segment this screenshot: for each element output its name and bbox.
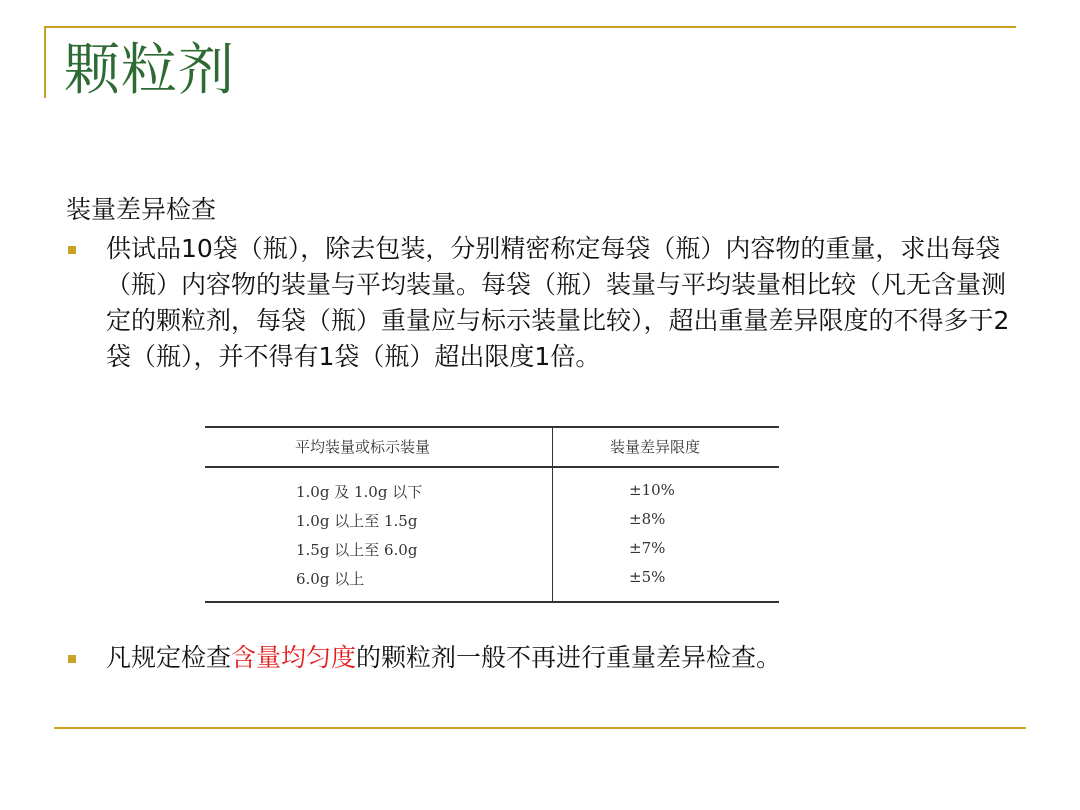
- table-cell-weight: 1.0g 以上至 1.5g: [296, 512, 418, 530]
- top-rule: [44, 26, 1016, 28]
- bullet-text-1: 供试品10袋（瓶），除去包装，分别精密称定每袋（瓶）内容物的重量，求出每袋（瓶）内容物的装量与平均装量。每袋（瓶）装量与平均装量相比较（凡无含量测定的颗粒剂，每袋（瓶）重量应与标示装量比较），超出重量差异限度的不得多于2袋（瓶），并不得有1袋（瓶）超出限度1倍。: [106, 234, 1010, 371]
- table-cell-limit: ±8%: [629, 510, 666, 528]
- table-cell-weight: 6.0g 以上: [296, 570, 365, 588]
- bullet-text-2-end: 的颗粒剂一般不再进行重量差异检查。: [356, 643, 782, 672]
- bullet-text-2: [106, 640, 1006, 676]
- content-uniformity-highlight: 含量均匀度: [231, 643, 357, 672]
- table-cell-limit: ±7%: [629, 539, 666, 557]
- bottom-rule: [54, 727, 1026, 729]
- section-heading: 装量差异检查: [66, 195, 217, 224]
- table-column-divider: [552, 426, 553, 603]
- weight-variation-table: [205, 426, 779, 604]
- table-header-limit: 装量差异限度: [610, 438, 701, 456]
- table-header-rule: [205, 466, 779, 468]
- table-cell-limit: ±5%: [629, 568, 666, 586]
- table-cell-weight: 1.5g 以上至 6.0g: [296, 541, 418, 559]
- bullet-marker-2: [68, 655, 76, 663]
- bullet-text-2-start: 凡规定检查: [106, 643, 232, 672]
- table-top-rule: [205, 426, 779, 428]
- slide-title: 颗粒剂: [64, 38, 235, 103]
- table-cell-weight: 1.0g 及 1.0g 以下: [296, 483, 423, 501]
- side-rule: [44, 26, 46, 98]
- table-cell-limit: ±10%: [629, 481, 675, 499]
- table-bottom-rule: [205, 601, 779, 603]
- table-header-weight: 平均装量或标示装量: [295, 438, 431, 456]
- bullet-marker-1: [68, 246, 76, 254]
